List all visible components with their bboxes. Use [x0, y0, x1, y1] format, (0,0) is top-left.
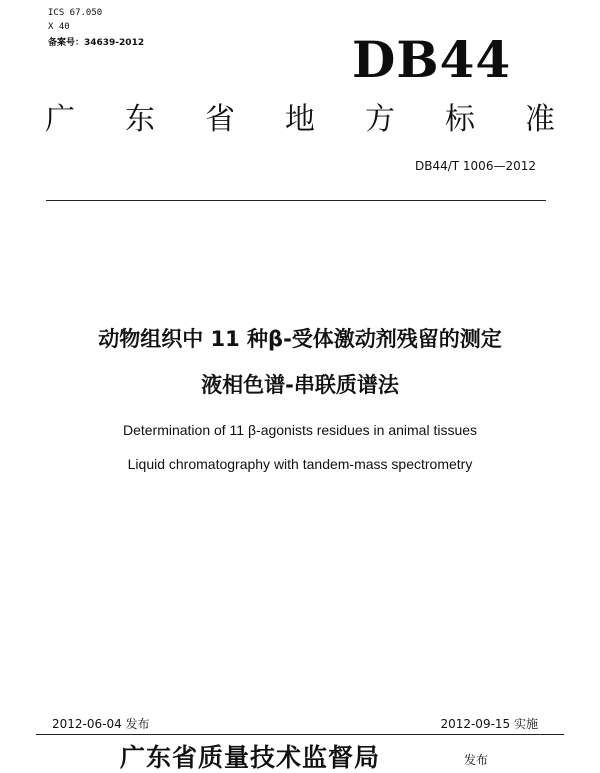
chinese-title-line-1: 动物组织中 11 种β-受体激动剂残留的测定 [98, 327, 502, 351]
standard-type-char: 地 [285, 102, 315, 137]
standard-type-char: 东 [125, 102, 155, 137]
standard-type-heading [40, 100, 560, 140]
implementation-date: 2012-09-15 实施 [440, 717, 538, 731]
issue-date: 2012-06-04 发布 [52, 717, 150, 731]
bottom-divider [36, 734, 564, 735]
ics-code: ICS 67.050 [48, 8, 103, 18]
standard-number: DB44/T 1006—2012 [414, 159, 536, 173]
standard-type-char: 省 [205, 102, 235, 137]
standard-type-char: 方 [365, 102, 395, 137]
english-title-line-2: Liquid chromatography with tandem-mass spectrometry [127, 456, 473, 472]
issuer-suffix: 发布 [464, 753, 489, 767]
filing-number: 备案号：34639-2012 [48, 38, 145, 48]
english-title-line-1: Determination of 11 β-agonists residues in animal tissues [122, 422, 478, 438]
standard-type-char: 广 [45, 102, 75, 137]
standard-code-logo: DB44 [352, 30, 512, 89]
clc-code: X 40 [48, 22, 70, 32]
issuing-authority: 广东省质量技术监督局 [120, 743, 381, 772]
standard-type-char: 标 [445, 102, 475, 137]
standard-type-char: 准 [525, 102, 555, 137]
chinese-title-line-2: 液相色谱-串联质谱法 [201, 373, 399, 397]
top-divider [46, 200, 546, 201]
